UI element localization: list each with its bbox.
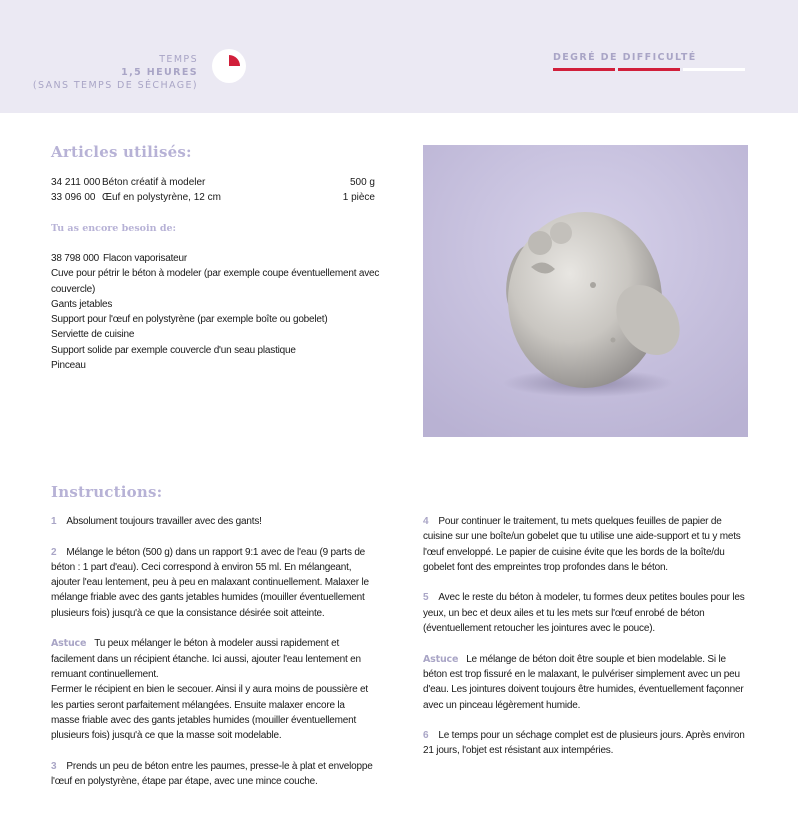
- concrete-bird-photo: [423, 145, 748, 437]
- time-value: 1,5 HEURES: [121, 67, 198, 78]
- instruction-step: [51, 759, 374, 790]
- tip-text: Le mélange de béton doit être souple et bien modelable. Si le béton est trop fissuré en le malaxant, le pulvériser simplement avec un peu d'eau. Les jointures doivent toujours être humides, éventuellement façonner avec un pinceau légèrement humide.: [423, 653, 744, 711]
- needed-item: Cuve pour pétrir le béton à modeler (par exemple coupe éventuellement avec couvercle): [51, 268, 380, 295]
- needed-item: Serviette de cuisine: [51, 329, 135, 341]
- step-text: Prends un peu de béton entre les paumes, presse-le à plat et enveloppe l'œuf en polystyrène, étape par étape, avec une mince couche.: [51, 760, 373, 788]
- step-text: Mélange le béton (500 g) dans un rapport 9:1 avec de l'eau (9 parts de béton : 1 part d'eau). Ceci correspond à environ 55 ml. En mélangeant, ajouter l'eau lentement, peu à peu en malaxant continuellement. Malaxer le mélange friable avec des gants jetables humides (mouiller éventuellement plusieurs fois) jusqu'à ce que la consistance désirée soit atteinte.: [51, 546, 369, 619]
- difficulty-label: DEGRÉ DE DIFFICULTÉ: [553, 52, 697, 63]
- article-code: 34 211 000: [51, 177, 101, 188]
- article-name: Œuf en polystyrène, 12 cm: [102, 192, 221, 203]
- step-number: 1: [51, 516, 57, 527]
- time-note: (SANS TEMPS DE SÉCHAGE): [32, 80, 198, 91]
- time-label: TEMPS: [159, 54, 198, 65]
- instruction-step: [423, 514, 746, 575]
- needed-item: [51, 251, 391, 266]
- step-text: Absolument toujours travailler avec des gants!: [66, 516, 262, 527]
- step-number: 5: [423, 592, 429, 604]
- needed-name: Flacon vaporisateur: [103, 253, 188, 264]
- step-number: 4: [423, 516, 429, 527]
- needed-item: Pinceau: [51, 360, 86, 372]
- step-number: 6: [423, 730, 429, 742]
- step-number: 2: [51, 546, 57, 558]
- needed-code: 38 798 000: [51, 253, 100, 264]
- instruction-step: [423, 728, 746, 759]
- time-info: [33, 53, 198, 92]
- step-text: Le temps pour un séchage complet est de plusieurs jours. Après environ 21 jours, l'objet est résistant aux intempéries.: [423, 730, 745, 757]
- article-name: Béton créatif à modeler: [102, 177, 206, 188]
- step-text: Avec le reste du béton à modeler, tu formes deux petites boules pour les yeux, un bec et deux ailes et tu les mets sur l'œuf enrobé de béton (éventuellement retoucher les jointures avec le pouce).: [423, 592, 745, 635]
- needed-item: Gants jetables: [51, 298, 113, 310]
- difficulty-bar-3: [683, 68, 745, 71]
- instructions-title: Instructions:: [51, 483, 163, 501]
- instruction-step: [51, 545, 374, 621]
- instruction-step: [423, 590, 746, 636]
- step-text: Pour continuer le traitement, tu mets quelques feuilles de papier de cuisine sur une boîte/un gobelet que tu utilise une aide-support et tu y mets l'œuf enveloppé. Le papier de cuisine évite que les bords de la boîte/du gobelet font des empreintes trop profondes dans le béton.: [423, 516, 741, 573]
- article-qty: 1 pièce: [342, 192, 375, 203]
- difficulty-bar-2: [618, 68, 680, 71]
- needed-title: Tu as encore besoin de:: [51, 223, 177, 234]
- articles-title: Articles utilisés:: [51, 143, 192, 161]
- needed-item: Support pour l'œuf en polystyrène (par exemple boîte ou gobelet): [51, 314, 328, 326]
- instruction-tip: [423, 652, 746, 713]
- difficulty-bars: [553, 68, 747, 71]
- article-code: 33 096 00: [51, 192, 96, 203]
- instruction-step: [51, 514, 374, 529]
- tip-text-more: Fermer le récipient en bien le secouer. Ainsi il y aura moins de poussière et les parties seront parfaitement mélangées. Ensuite malaxer encore la masse friable avec des gants jetables humides (mouiller éventuellement plusieurs fois) jusqu'à ce que la masse soit modelable.: [51, 684, 368, 742]
- clock-icon: [212, 49, 246, 83]
- step-number: 3: [51, 760, 57, 772]
- instructions-column-right: [423, 514, 746, 774]
- needed-item: Support solide par exemple couvercle d'un seau plastique: [51, 344, 296, 356]
- tip-label: Astuce: [423, 653, 459, 665]
- instruction-tip: [51, 636, 374, 743]
- clock-slice: [229, 55, 240, 66]
- article-qty: 500 g: [349, 177, 375, 188]
- instructions-column-left: [51, 514, 374, 805]
- tip-text: Tu peux mélanger le béton à modeler aussi rapidement et facilement dans un récipient étanche. Ici aussi, ajouter l'eau lentement en remuant continuellement.: [51, 638, 361, 680]
- header-band: [0, 0, 798, 113]
- difficulty-meter: [553, 52, 747, 63]
- tip-label: Astuce: [51, 638, 87, 650]
- difficulty-bar-1: [553, 68, 615, 71]
- needed-list: [51, 251, 391, 373]
